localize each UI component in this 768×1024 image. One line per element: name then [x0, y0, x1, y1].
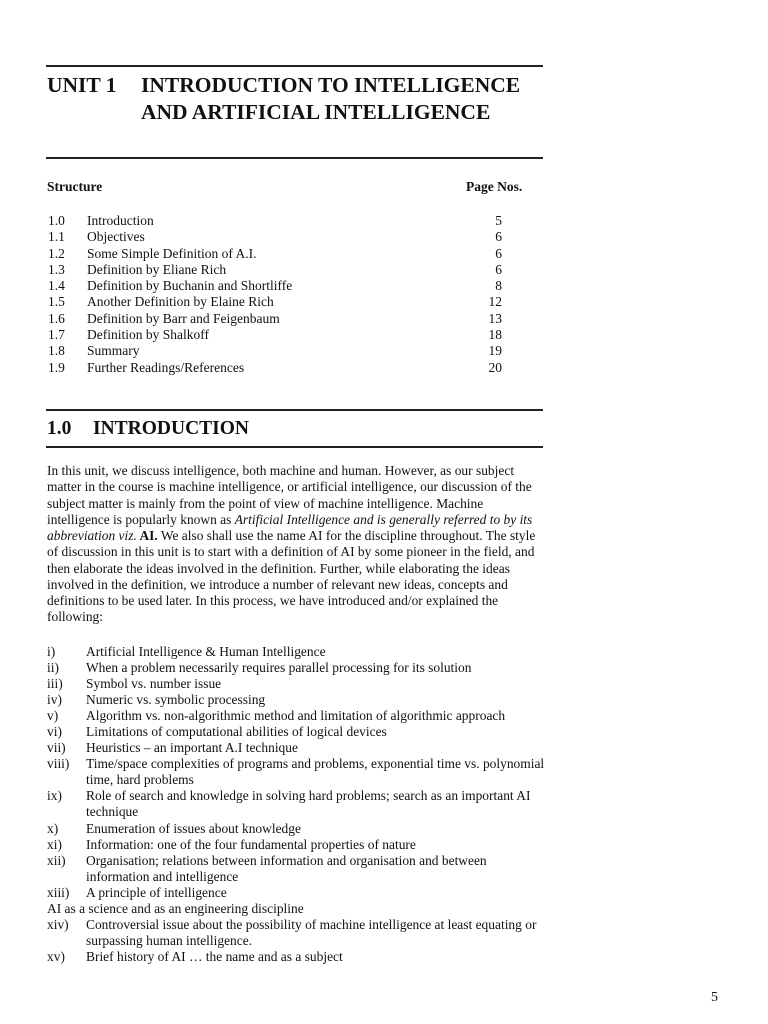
topic-text: Artificial Intelligence & Human Intelligence	[86, 644, 326, 659]
structure-item-title: Introduction	[87, 213, 154, 228]
structure-item-page: 13	[488, 310, 502, 326]
topic-text: Time/space complexities of programs and problems, exponential time vs. polynomial time, hard problems	[86, 756, 545, 788]
intro-text-bold: AI.	[136, 528, 158, 543]
structure-item-page: 8	[495, 278, 502, 294]
page-nos-heading: Page Nos.	[466, 179, 523, 194]
unit-label: UNIT 1	[47, 73, 117, 97]
topic-item	[47, 885, 547, 901]
structure-item-title: Another Definition by Elaine Rich	[87, 294, 274, 310]
structure-item-number: 1.8	[48, 343, 65, 359]
structure-item-number: 1.1	[48, 229, 65, 245]
structure-list	[48, 213, 508, 376]
intro-text-italic: Artificial Intelligence and is generally referred to by its abbreviation viz.	[47, 511, 533, 543]
structure-item-number: 1.3	[48, 261, 65, 277]
topic-numeral: v)	[47, 708, 59, 724]
topic-item	[47, 917, 547, 949]
structure-item	[48, 343, 508, 359]
topic-text: Numeric vs. symbolic processing	[86, 692, 266, 708]
topic-numeral: vi)	[47, 724, 62, 740]
intro-text-part1: In this unit, we discuss intelligence, both machine and human. However, as our subject matter in the course is machine intelligence, or artificial intelligence, our discussion of the subject matter is mainly from the point of view of machine intelligence. Machine intelligence is popularly known as	[47, 463, 532, 527]
title-bottom-rule	[46, 157, 543, 159]
topic-list	[47, 644, 547, 965]
topic-text: Brief history of AI … the name and as a subject	[86, 948, 343, 964]
structure-item	[48, 278, 508, 294]
topic-numeral: i)	[47, 644, 56, 659]
topic-item	[47, 901, 547, 917]
structure-item-number: 1.0	[48, 213, 65, 228]
topic-text: Algorithm vs. non-algorithmic method and limitation of algorithmic approach	[86, 708, 506, 724]
topic-item	[47, 756, 547, 788]
structure-item	[48, 311, 508, 327]
structure-item-page: 6	[495, 261, 502, 277]
topic-text: Controversial issue about the possibility of machine intelligence at least equating or surpassing human intelligence.	[86, 916, 537, 948]
topic-numeral: xii)	[47, 852, 66, 868]
topic-text: Information: one of the four fundamental properties of nature	[86, 836, 416, 852]
structure-item-title: Objectives	[87, 229, 145, 245]
structure-item-number: 1.4	[48, 278, 65, 294]
intro-text-part2: We also shall use the name AI for the discipline throughout. The style of discussion in this unit is to start with a definition of AI by some pioneer in the field, and then elaborate the ideas involved in the definition. Further, while elaborating the ideas involved in the definition, we introduce a number of relevant new ideas, concepts and definitions to be used later. In this process, we have introduced and/or explained the following:	[47, 528, 536, 625]
structure-heading: Structure	[47, 179, 103, 194]
topic-numeral: vii)	[47, 740, 66, 756]
section-number: 1.0	[47, 418, 72, 439]
structure-item-page: 5	[495, 213, 502, 228]
structure-item-title: Summary	[87, 343, 140, 359]
structure-item-page: 6	[495, 245, 502, 261]
topic-item	[47, 660, 547, 676]
topic-item	[47, 837, 547, 853]
topic-text: When a problem necessarily requires parallel processing for its solution	[86, 660, 472, 676]
topic-text: Symbol vs. number issue	[86, 676, 222, 692]
structure-item	[48, 229, 508, 245]
topic-item	[47, 676, 547, 692]
structure-item	[48, 327, 508, 343]
structure-item	[48, 213, 508, 229]
structure-item-title: Some Simple Definition of A.I.	[87, 245, 257, 261]
structure-item-title: Definition by Eliane Rich	[87, 261, 227, 277]
intro-paragraph	[47, 463, 542, 626]
topic-text: A principle of intelligence	[86, 884, 227, 900]
structure-item-page: 6	[495, 229, 502, 245]
topic-item	[47, 949, 547, 965]
topic-numeral: ix)	[47, 788, 62, 804]
topic-text: Limitations of computational abilities of logical devices	[86, 724, 387, 740]
structure-item-page: 19	[488, 343, 502, 359]
structure-item-title: Definition by Shalkoff	[87, 327, 209, 343]
topic-item	[47, 821, 547, 837]
section-top-rule	[46, 409, 543, 411]
topic-numeral: x)	[47, 820, 59, 836]
structure-item-page: 20	[488, 359, 502, 375]
structure-item	[48, 294, 508, 310]
structure-item-number: 1.2	[48, 245, 65, 261]
topic-numeral: xi)	[47, 836, 62, 852]
topic-numeral: viii)	[47, 756, 70, 772]
topic-item	[47, 708, 547, 724]
structure-item-title: Definition by Barr and Feigenbaum	[87, 310, 280, 326]
topic-numeral: xiv)	[47, 916, 69, 932]
topic-numeral: xv)	[47, 948, 65, 964]
topic-item	[47, 740, 547, 756]
topic-item	[47, 788, 547, 820]
top-rule	[46, 65, 543, 67]
structure-item-title: Definition by Buchanin and Shortliffe	[87, 278, 293, 294]
topic-numeral: iii)	[47, 676, 63, 692]
structure-item-number: 1.5	[48, 294, 65, 310]
structure-item	[48, 262, 508, 278]
topic-text: AI as a science and as an engineering discipline	[47, 900, 304, 916]
topic-item	[47, 644, 547, 660]
topic-item	[47, 692, 547, 708]
unit-title: INTRODUCTION TO INTELLIGENCE AND ARTIFICIAL INTELLIGENCE	[141, 73, 521, 124]
section-bottom-rule	[46, 446, 543, 448]
topic-text: Role of search and knowledge in solving hard problems; search as an important AI technique	[86, 788, 531, 820]
topic-item	[47, 853, 547, 885]
topic-text: Enumeration of issues about knowledge	[86, 820, 301, 836]
topic-numeral: iv)	[47, 692, 62, 708]
structure-item-page: 18	[488, 327, 502, 343]
topic-numeral: ii)	[47, 660, 59, 676]
structure-item-number: 1.9	[48, 359, 65, 375]
section-heading	[47, 416, 249, 442]
topic-numeral: xiii)	[47, 884, 70, 900]
page-number: 5	[711, 990, 718, 1005]
section-title: INTRODUCTION	[93, 418, 250, 439]
structure-item	[48, 246, 508, 262]
structure-item-page: 12	[488, 294, 502, 310]
structure-item	[48, 360, 508, 376]
topic-text: Heuristics – an important A.I technique	[86, 740, 298, 756]
topic-text: Organisation; relations between information and organisation and between information and intelligence	[86, 852, 487, 884]
topic-item	[47, 724, 547, 740]
structure-item-number: 1.7	[48, 327, 65, 343]
structure-item-title: Further Readings/References	[87, 359, 245, 375]
structure-item-number: 1.6	[48, 310, 65, 326]
